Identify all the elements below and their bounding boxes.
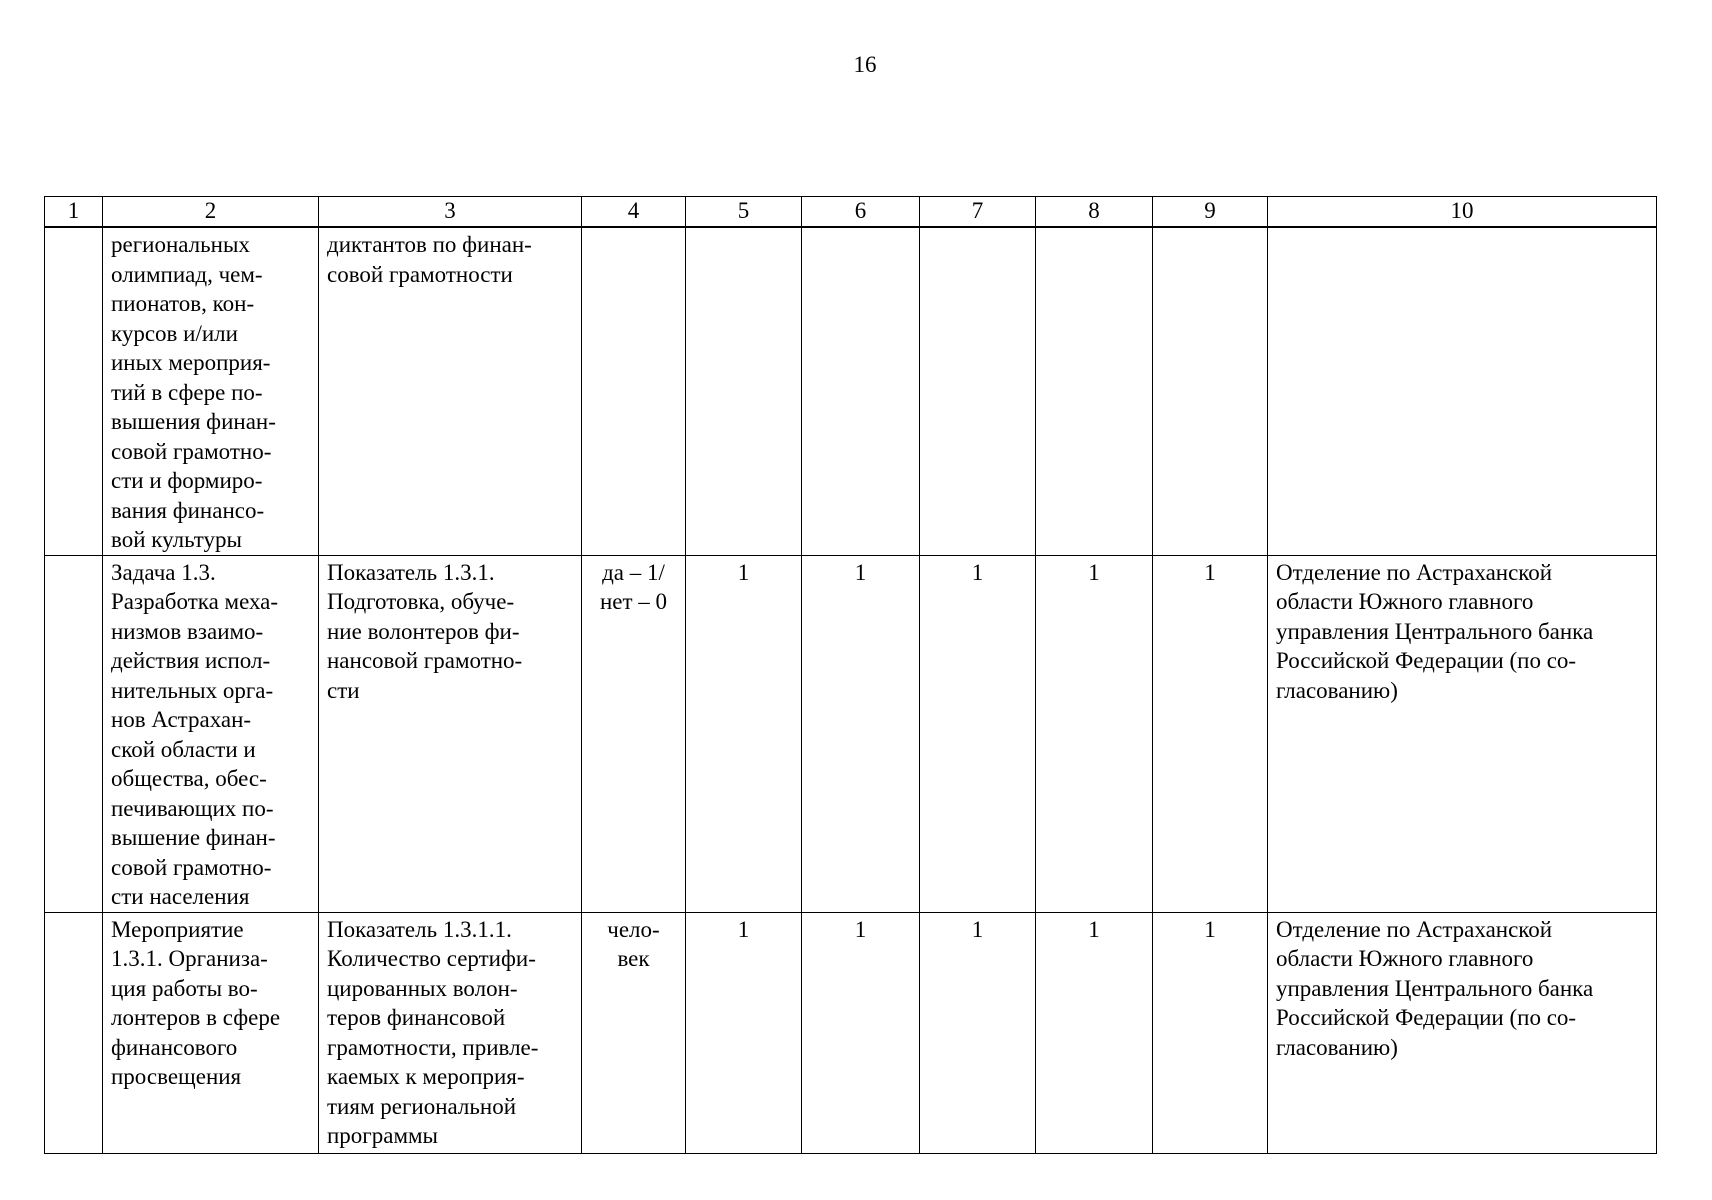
table-cell-value — [1036, 227, 1153, 555]
table-cell-executor — [1268, 227, 1657, 555]
table-row — [45, 555, 1657, 912]
table-cell-task: Задача 1.3. Разработка меха- низмов взаимо- действия испол- нительных орга- нов Астрахан- ской области и общества, обес- печивающих по- вышение финан- совой грамотно- сти населения — [103, 555, 319, 912]
table-cell-executor: Отделение по Астраханской области Южного главного управления Центрального банка Российской Федерации (по со- гласованию) — [1268, 912, 1657, 1153]
table-row — [45, 912, 1657, 1153]
program-table — [44, 196, 1657, 1154]
column-header: 10 — [1268, 197, 1657, 228]
table-cell-value — [920, 227, 1036, 555]
table-cell-value — [1153, 227, 1268, 555]
table-cell-value: 1 — [1153, 555, 1268, 912]
table-header-row — [45, 197, 1657, 228]
table-row — [45, 227, 1657, 555]
table-cell-task: Мероприятие 1.3.1. Организа- ция работы во- лонтеров в сфере финансового просвещения — [103, 912, 319, 1153]
table-cell-indicator: диктантов по финан- совой грамотности — [319, 227, 582, 555]
table-cell-indicator: Показатель 1.3.1.1. Количество сертифи- цированных волон- теров финансовой грамотности, привле- каемых к мероприя- тиям региональной программы — [319, 912, 582, 1153]
table-cell-number — [45, 227, 103, 555]
column-header: 3 — [319, 197, 582, 228]
column-header: 1 — [45, 197, 103, 228]
column-header: 6 — [802, 197, 920, 228]
table-cell-number — [45, 912, 103, 1153]
table-cell-indicator: Показатель 1.3.1. Подготовка, обуче- ние волонтеров фи- нансовой грамотно- сти — [319, 555, 582, 912]
table-cell-task: региональных олимпиад, чем- пионатов, кон- курсов и/или иных мероприя- тий в сфере по- вышения финан- совой грамотно- сти и формиро- вания финансо- вой культуры — [103, 227, 319, 555]
table-cell-executor: Отделение по Астраханской области Южного главного управления Центрального банка Российской Федерации (по со- гласованию) — [1268, 555, 1657, 912]
table-cell-value: 1 — [1036, 555, 1153, 912]
table-cell-value: 1 — [1036, 912, 1153, 1153]
column-header: 7 — [920, 197, 1036, 228]
page-number: 16 — [853, 52, 877, 77]
table-cell-value: 1 — [686, 555, 802, 912]
table-cell-value — [686, 227, 802, 555]
column-header: 5 — [686, 197, 802, 228]
table-cell-value: 1 — [920, 912, 1036, 1153]
table-cell-value: 1 — [1153, 912, 1268, 1153]
table-cell-value — [802, 227, 920, 555]
column-header: 8 — [1036, 197, 1153, 228]
column-header: 9 — [1153, 197, 1268, 228]
table-cell-unit: да – 1/ нет – 0 — [582, 555, 686, 912]
table-cell-value: 1 — [802, 912, 920, 1153]
column-header: 2 — [103, 197, 319, 228]
table-cell-value: 1 — [802, 555, 920, 912]
table-cell-value: 1 — [920, 555, 1036, 912]
table-cell-number — [45, 555, 103, 912]
table-cell-unit: чело- век — [582, 912, 686, 1153]
table-cell-unit — [582, 227, 686, 555]
table-cell-value: 1 — [686, 912, 802, 1153]
column-header: 4 — [582, 197, 686, 228]
